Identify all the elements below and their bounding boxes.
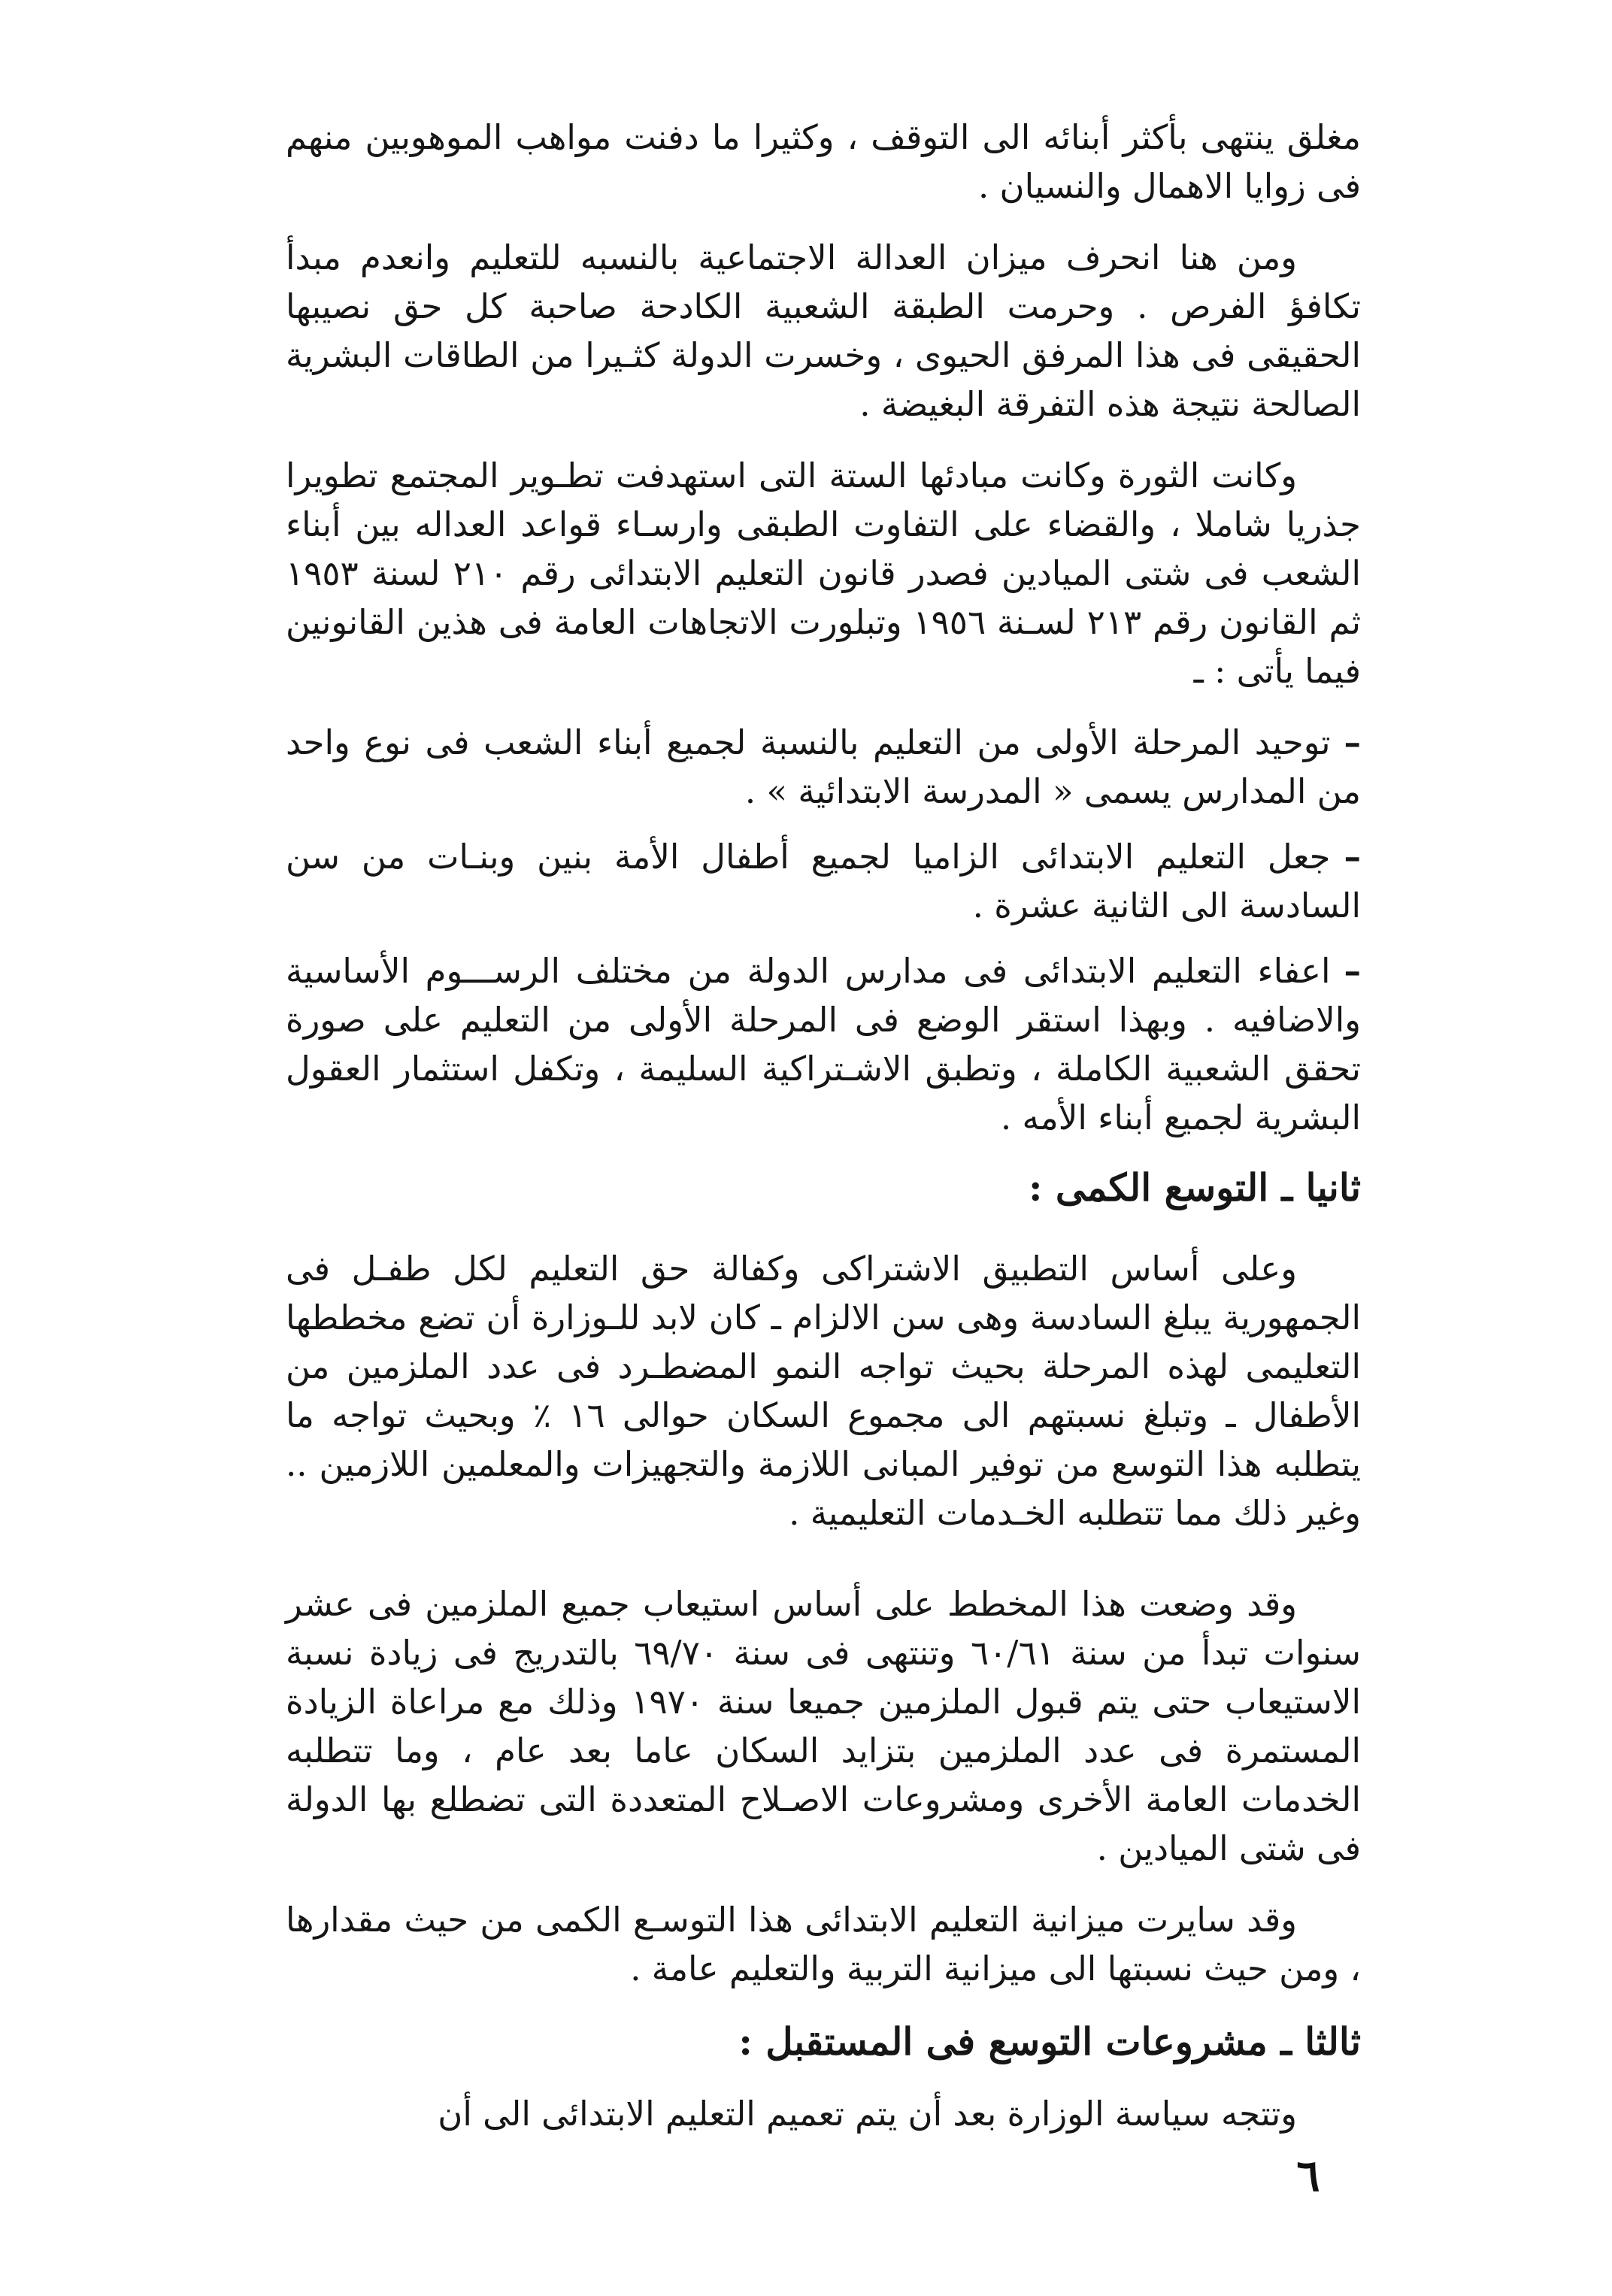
list-item-text: توحيد المرحلة الأولى من التعليم بالنسبة لجميع أبناء الشعب فى نوع واحد من المدارس يسمى « المدرسة الابتدائية » . xyxy=(286,722,1361,811)
paragraph-ten-year-plan: وقد وضعت هذا المخطط على أساس استيعاب جميع الملزمين فى عشر سنوات تبدأ من سنة ٦٠/٦١ وتنتهى فى سنة ٦٩/٧٠ بالتدريج فى زيادة نسبة الاستيعاب حتى يتم قبول الملزمين جميعا سنة ١٩٧٠ وذلك مع مراعاة الزيادة المستمرة فى عدد الملزمين بتزايد السكان عاما بعد عام ، وما تتطلبه الخدمات العامة الأخرى ومشروعات الاصـلاح المتعددة التى تضطلع بها الدولة فى شتى الميادين . xyxy=(286,1584,1361,1868)
dash-bullet-icon: – xyxy=(1344,951,1361,991)
list-item xyxy=(286,947,1361,1142)
paragraph-social-justice: ومن هنا انحرف ميزان العدالة الاجتماعية بالنسبه للتعليم وانعدم مبدأ تكافؤ الفرص . وحرمت الطبقة الشعبية الكادحة صاحبة كل حق نصيبها الحقيقى فى هذا المرفق الحيوى ، وخسرت الدولة كثـيرا من الطاقات البشرية الصالحة نتيجة هذه التفرقة البغيضة . xyxy=(286,238,1361,424)
paragraph-revolution: وكانت الثورة وكانت مبادئها الستة التى استهدفت تطـوير المجتمع تطويرا جذريا شاملا ، والقضاء على التفاوت الطبقى وارسـاء قواعد العداله بين أبناء الشعب فى شتى الميادين فصدر قانون التعليم الابتدائى رقم ٢١٠ لسنة ١٩٥٣ ثم القانون رقم ٢١٣ لسـنة ١٩٥٦ وتبلورت الاتجاهات العامة فى هذين القانونين فيما يأتى : ـ xyxy=(286,456,1362,691)
list-item xyxy=(286,718,1361,816)
page-body xyxy=(286,113,1361,2161)
section-heading-future-projects: ثالثا ـ مشروعات التوسع فى المستقبل : xyxy=(738,2019,1361,2064)
list-item xyxy=(286,832,1361,930)
paragraph-budget: وقد سايرت ميزانية التعليم الابتدائى هذا التوسـع الكمى من حيث مقدارها ، ومن حيث نسبتها الى ميزانية التربية والتعليم عامة . xyxy=(286,1900,1361,1989)
dash-bullet-icon: – xyxy=(1344,837,1361,877)
page-number: ٦ xyxy=(1296,2150,1320,2201)
list-item-text: جعل التعليم الابتدائى الزاميا لجميع أطفال الأمة بنين وبنـات من سن السادسة الى الثانية عشرة . xyxy=(286,837,1361,925)
paragraph-ministry-policy: وتتجه سياسة الوزارة بعد أن يتم تعميم التعليم الابتدائى الى أن xyxy=(438,2094,1297,2134)
paragraph-socialist-application: وعلى أساس التطبيق الاشتراكى وكفالة حق التعليم لكل طفـل فى الجمهورية يبلغ السادسة وهى سن الالزام ـ كان لابد للـوزارة أن تضع مخططها التعليمى لهذه المرحلة بحيث تواجه النمو المضطـرد فى عدد الملزمين من الأطفال ـ وتبلغ نسبتهم الى مجموع السكان حوالى ١٦ ٪ وبحيث تواجه ما يتطلبه هذا التوسع من توفير المبانى اللازمة والتجهيزات والمعلمين اللازمين .. وغير ذلك مما تتطلبه الخـدمات التعليمية . xyxy=(286,1249,1361,1533)
section-heading-quantitative-expansion: ثانيا ـ التوسع الكمى : xyxy=(1029,1165,1361,1210)
paragraph-intro-continuation: مغلق ينتهى بأكثر أبنائه الى التوقف ، وكثيرا ما دفنت مواهب الموهوبين منهم فى زوايا الاهمال والنسيان . xyxy=(286,117,1361,206)
list-item-text: اعفاء التعليم الابتدائى فى مدارس الدولة من مختلف الرســـوم الأساسية والاضافيه . وبهذا استقر الوضع فى المرحلة الأولى من التعليم على صورة تحقق الشعبية الكاملة ، وتطبق الاشـتراكية السليمة ، وتكفل استثمار العقول البشرية لجميع أبناء الأمه . xyxy=(286,951,1361,1137)
dash-bullet-icon: – xyxy=(1344,722,1361,762)
